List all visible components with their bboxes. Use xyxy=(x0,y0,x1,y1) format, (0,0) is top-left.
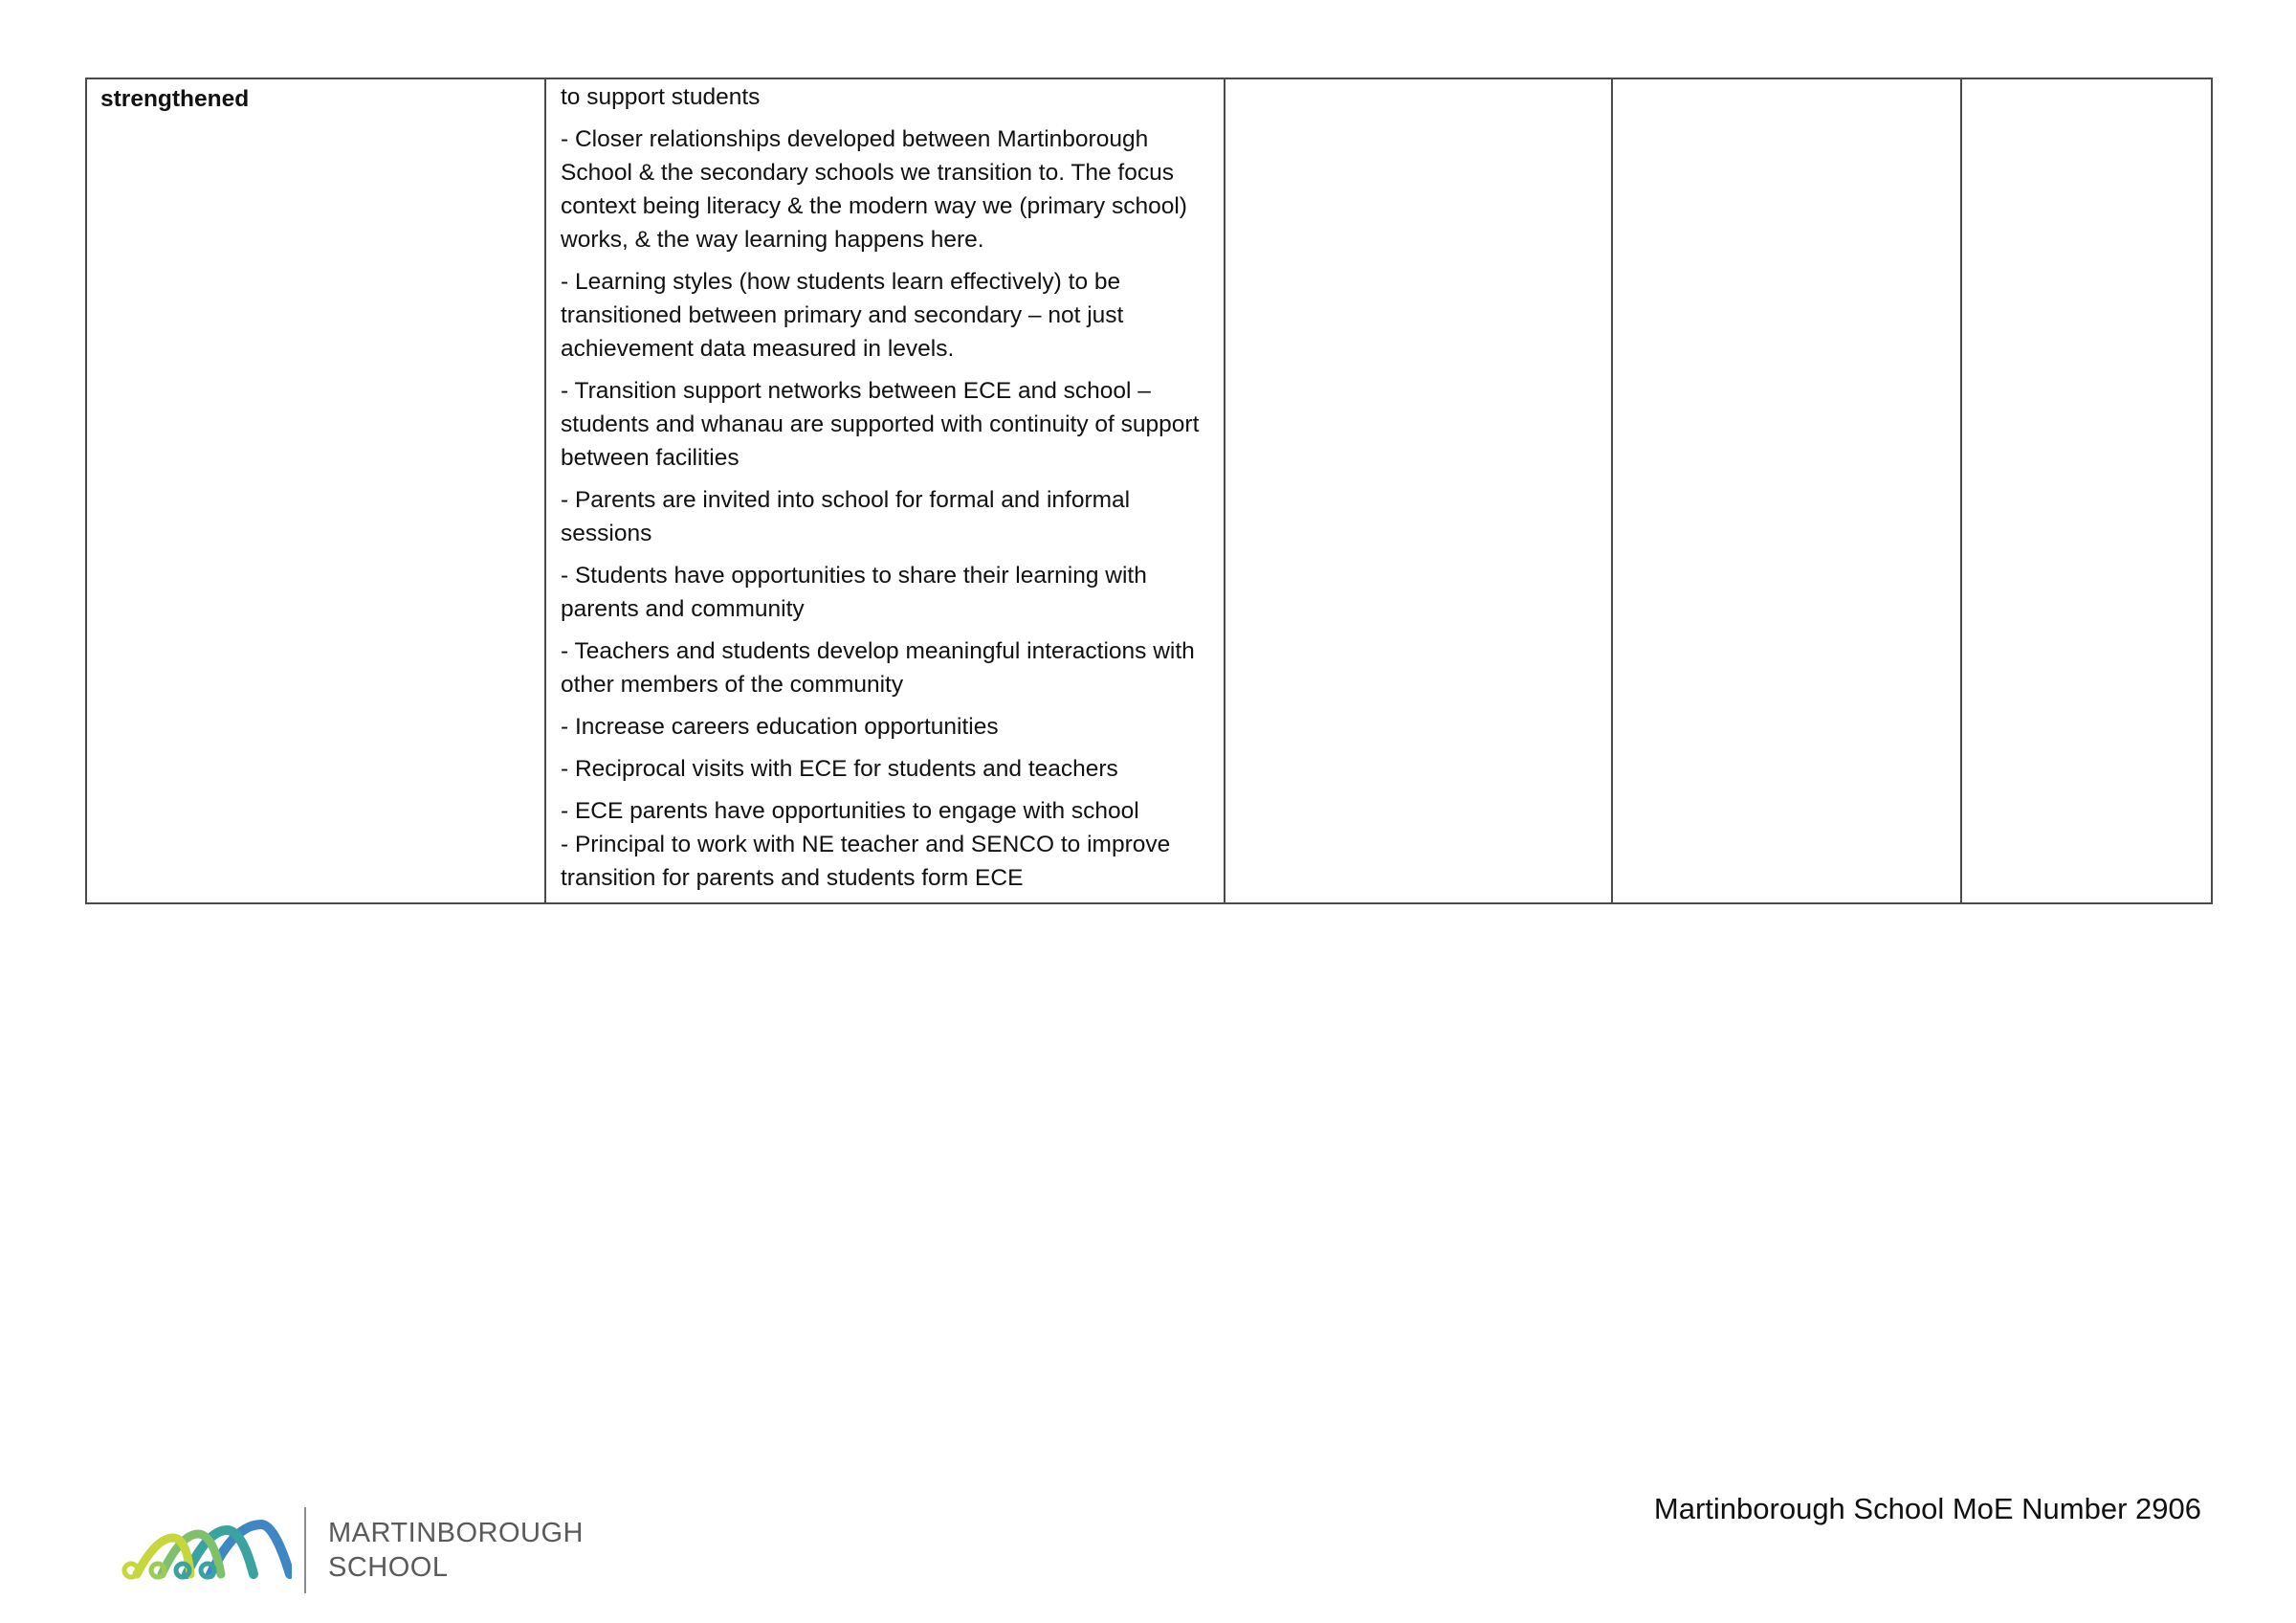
school-logo-icon xyxy=(120,1517,292,1586)
logo-subname: SCHOOL xyxy=(328,1552,449,1583)
empty-cell xyxy=(1612,78,1961,903)
action-item: - Students have opportunities to share their learning with parents and community xyxy=(561,563,1147,622)
action-item: - Teachers and students develop meaningful interactions with other members of the community xyxy=(561,638,1195,698)
empty-cell xyxy=(1961,78,2212,903)
logo-divider xyxy=(304,1507,306,1593)
action-item: - Increase careers education opportunities xyxy=(561,714,999,740)
action-item: - Transition support networks between ECE and school – students and whanau are supported with continuity of support between facilities xyxy=(561,378,1200,471)
table-row xyxy=(86,78,2212,903)
action-item: - Principal to work with NE teacher and SENCO to improve transition for parents and students form ECE xyxy=(561,832,1171,891)
action-item: - Learning styles (how students learn effectively) to be transitioned between primary and secondary – not just achievement data measured in levels. xyxy=(561,269,1124,362)
footer-moe-number: Martinborough School MoE Number 2906 xyxy=(1653,1492,2201,1525)
action-item: - Parents are invited into school for formal and informal sessions xyxy=(561,487,1131,546)
action-item: - Reciprocal visits with ECE for students and teachers xyxy=(561,756,1118,782)
action-item: - Closer relationships developed between Martinborough School & the secondary schools we transition to. The focus context being literacy & the modern way we (primary school) works, & the way learning happens here. xyxy=(561,126,1187,253)
action-item: to support students xyxy=(561,84,761,110)
row-label: strengthened xyxy=(100,86,250,112)
action-item: - ECE parents have opportunities to engage with school xyxy=(561,798,1139,824)
logo-name: MARTINBOROUGH xyxy=(328,1518,584,1548)
row-label-cell xyxy=(86,78,545,903)
empty-cell xyxy=(1225,78,1612,903)
plan-table xyxy=(85,78,2213,904)
actions-cell xyxy=(545,78,1225,903)
school-logo xyxy=(120,1507,584,1593)
